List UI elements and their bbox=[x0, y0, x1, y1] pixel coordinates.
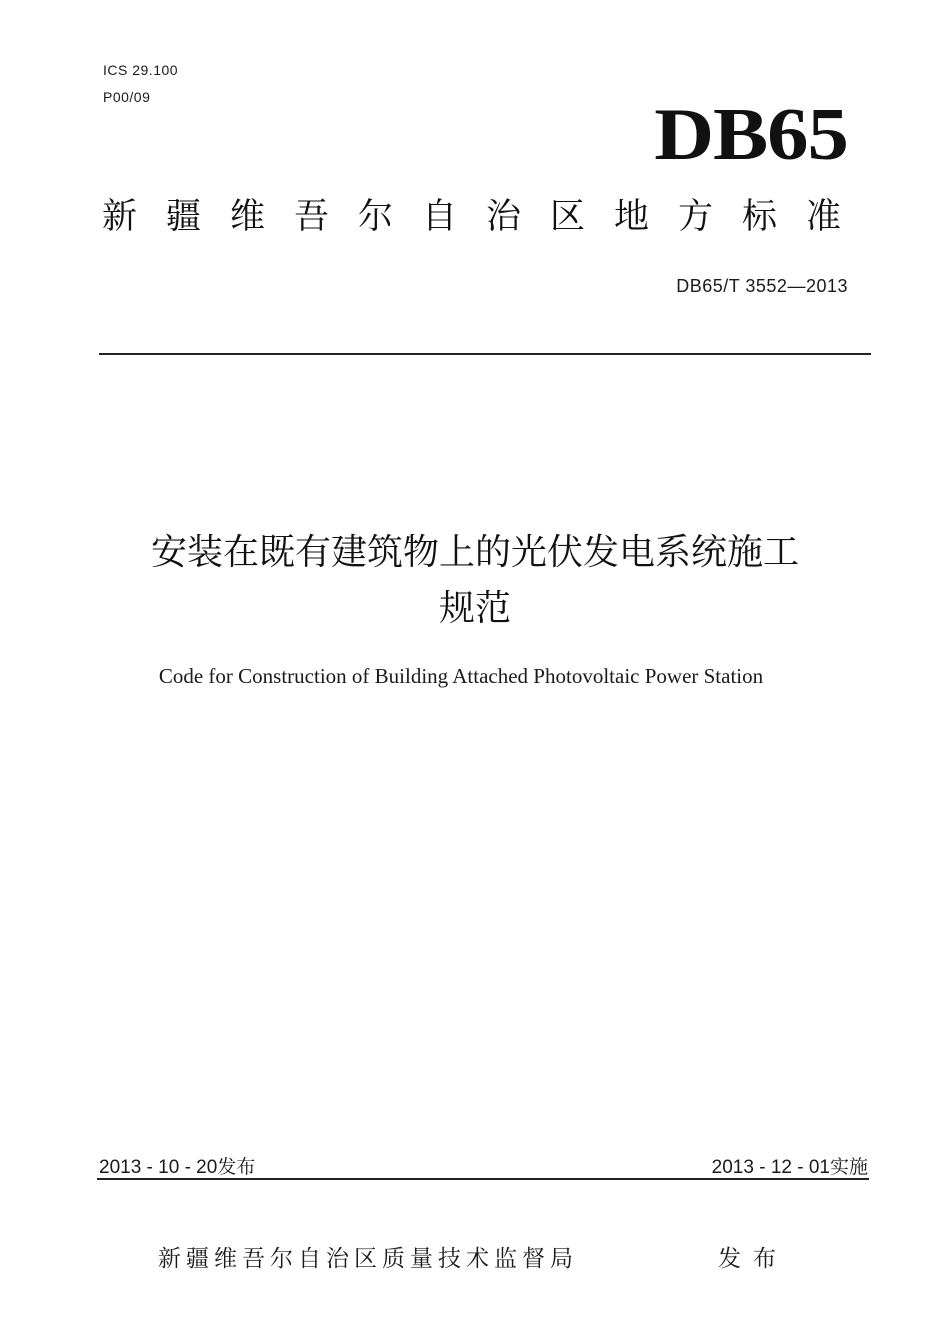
category-code: P00/09 bbox=[103, 89, 151, 105]
implement-date-block bbox=[712, 1152, 868, 1179]
issue-word: 发布 bbox=[718, 1246, 788, 1272]
issue-date-block bbox=[99, 1152, 255, 1179]
standard-type-heading: 新疆维吾尔自治区地方标准 bbox=[102, 197, 871, 237]
bottom-divider bbox=[97, 1178, 869, 1180]
issue-date-label: 发布 bbox=[217, 1156, 256, 1178]
implement-date: 2013 - 12 - 01 bbox=[711, 1157, 830, 1178]
issue-date: 2013 - 10 - 20 bbox=[99, 1157, 218, 1178]
top-divider bbox=[99, 353, 871, 355]
standard-logo: DB65 bbox=[654, 94, 848, 176]
document-title-cn-line2: 规范 bbox=[438, 588, 511, 629]
issuing-authority: 新疆维吾尔自治区质量技术监督局 bbox=[158, 1246, 578, 1272]
document-title-en: Code for Construction of Building Attached Photovoltaic Power Station bbox=[158, 664, 764, 688]
document-title-cn-line1: 安装在既有建筑物上的光伏发电系统施工 bbox=[150, 532, 799, 573]
ics-code: ICS 29.100 bbox=[103, 62, 179, 78]
implement-date-label: 实施 bbox=[829, 1156, 868, 1178]
standard-number: DB65/T 3552—2013 bbox=[676, 276, 848, 296]
